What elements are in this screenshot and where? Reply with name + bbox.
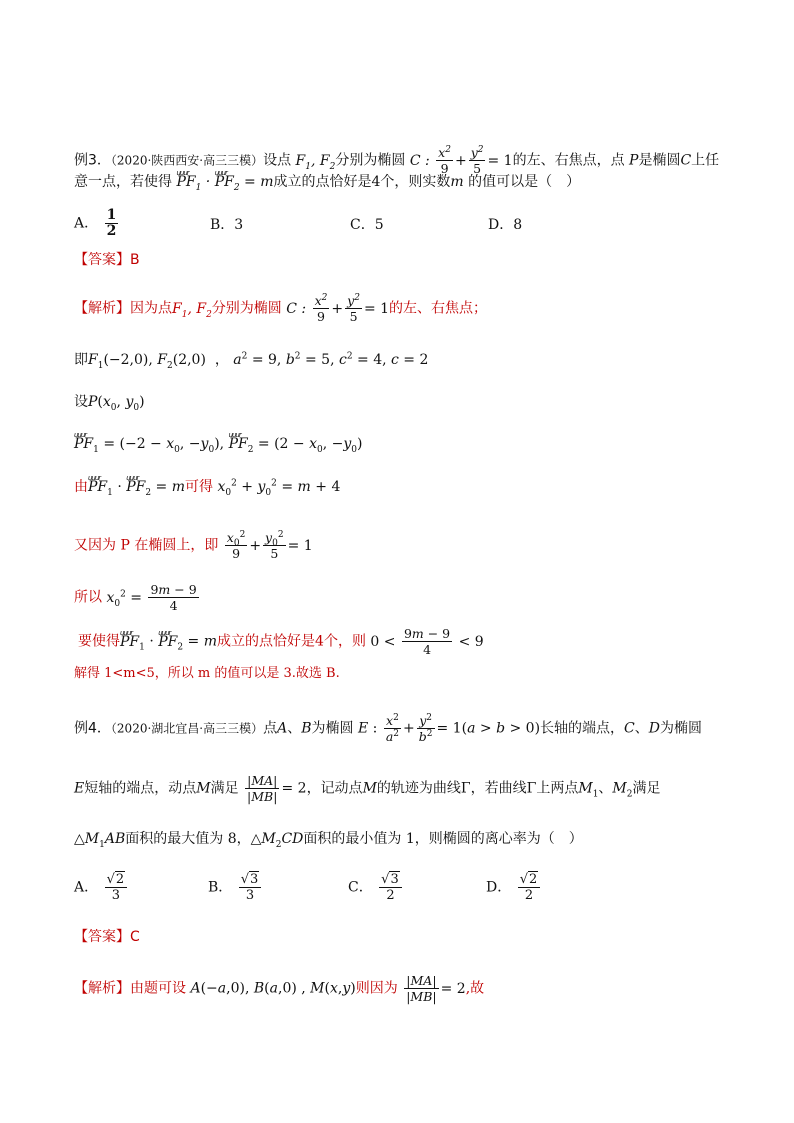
ex3-text: 上任 — [691, 152, 720, 169]
ex3-text: 意一点，若使得 — [74, 174, 172, 190]
ex4-stem-line1: 例4．（2020·湖北宜昌·高三三模）点A、B为椭圆 E : $\frac{x^2}{a^2}$ + $\frac{y^2}{b^2}$ = 1(a > b > 0)长轴的端点，C、D为椭圆 — [74, 712, 702, 744]
option-label: C． — [348, 879, 373, 896]
ex4-source: （2020·湖北宜昌·高三三模） — [110, 721, 264, 736]
ex3-text: 成立的点恰好是4个，则实数 — [273, 174, 451, 190]
ex3-ellipse-c: C — [680, 152, 692, 169]
ex4-option-b: B． $\frac{√3}{3}$ — [208, 872, 263, 903]
analysis-tag: 【解析】 — [74, 300, 130, 317]
analysis-tag: 【解析】 — [74, 980, 130, 997]
ex3-stem-line2 — [74, 172, 580, 192]
ex3-text: 是椭圆 — [638, 152, 681, 169]
ex3-analysis-line1: 【解析】因为点$F_1$, $F_2$分别为椭圆 C : $\frac{x^2}{9}$ + $\frac{y^2}{5}$ = 1的左、右焦点； — [74, 292, 488, 324]
ex4-stem-line2: E短轴的端点，动点M满足 $\frac{|MA|}{|MB|}$ = 2，记动点M的轨迹为曲线Γ，若曲线Γ上两点$M_1$、$M_2$满足 — [74, 773, 661, 804]
ex4-option-c: C． $\frac{√3}{2}$ — [348, 872, 404, 903]
option-label: A． — [74, 879, 99, 896]
ex3-analysis-line9: 解得 1<m<5，所以 m 的值可以是 3.故选 B. — [74, 666, 340, 681]
ex4-stem-line3: $\triangle M_1AB$面积的最大值为 8，$\triangle M_2CD$面积的最小值为 1，则椭圆的离心率为（ ） — [74, 831, 583, 850]
ex3-text: 的左、右焦点，点 — [512, 152, 625, 169]
ex3-analysis-line4: uuur $PF_1 = (-2 - x_0$, $-y_0$), uuur $PF_2 = (2 - x_0$, $-y_0$) — [74, 434, 362, 454]
frac-num: 1 — [106, 207, 117, 223]
ex3-m: m — [450, 174, 464, 190]
ex3-option-a — [74, 208, 120, 239]
ex3-option-b: B．3 — [210, 217, 244, 233]
ex3-answer — [74, 250, 140, 270]
ex4-option-d: D． $\frac{√2}{2}$ — [486, 872, 542, 903]
ex3-label: 例3． — [74, 152, 111, 169]
ex4-analysis-line1: 【解析】由题可设 A(−a,0), B(a,0) , M(x,y)则因为 $\frac{|MA|}{|MB|}$ = 2,故 — [74, 973, 485, 1004]
option-a-fraction — [105, 208, 119, 239]
ex4-answer — [74, 927, 140, 947]
ex3-text: 设点 — [263, 152, 292, 169]
answer-tag: 【答案】 — [74, 252, 130, 268]
answer-value: B — [130, 252, 140, 268]
answer-tag: 【答案】 — [74, 929, 130, 945]
ex3-analysis-line5: 由uuur $PF_1$ · uuur $PF_2 = m$可得 $x_0^2 + y_0^2 = m + 4$ — [74, 477, 340, 497]
ex3-text: 的值可以是（ ） — [468, 174, 581, 190]
ex3-dot-product: uuur $PF_1$ · uuur $PF_2 = m$ — [176, 174, 273, 190]
ex3-foci: $F_1$, $F_2$ — [295, 152, 336, 172]
ex3-point-p: P — [629, 152, 639, 169]
ex3-analysis-line3: 设$P(x_0$, $y_0$) — [74, 394, 145, 413]
ex3-analysis-line7: 所以 $x_0^2$ = $\frac{9m - 9}{4}$ — [74, 582, 197, 613]
ex3-analysis-line2: 即$F_1(-2,0)$, $F_2(2,0)$ ， $a^2 = 9$, $b^2 = 5$, $c^2 = 4$, c = 2 — [74, 351, 429, 371]
ex3-text: 分别为椭圆 — [335, 152, 406, 169]
option-label: A． — [74, 215, 99, 232]
ex3-option-d: D．8 — [488, 217, 523, 233]
ex4-option-a: A． $\frac{√2}{3}$ — [74, 872, 129, 903]
ex3-option-c: C．5 — [350, 217, 384, 233]
ex3-ellipse-eq: C : $\frac{x^2}{9}$ + $\frac{y^2}{5}$ = 1 — [409, 144, 513, 176]
option-label: D． — [486, 879, 512, 896]
ex3-analysis-line6: 又因为 P 在椭圆上，即 $\frac{x_0^2}{9}$ + $\frac{y_0^2}{5}$ = 1 — [74, 529, 313, 561]
frac-den: 2 — [106, 223, 117, 239]
ex4-label: 例4． — [74, 720, 111, 737]
ex3-source: （2020·陕西西安·高三三模） — [110, 153, 264, 168]
answer-value: C — [130, 929, 140, 945]
ex3-analysis-line8: 要使得uuur $PF_1$ · uuur $PF_2 = m$成立的点恰好是4个，则 0 < $\frac{9m - 9}{4}$ < 9 — [78, 626, 484, 657]
option-label: B． — [208, 879, 233, 896]
